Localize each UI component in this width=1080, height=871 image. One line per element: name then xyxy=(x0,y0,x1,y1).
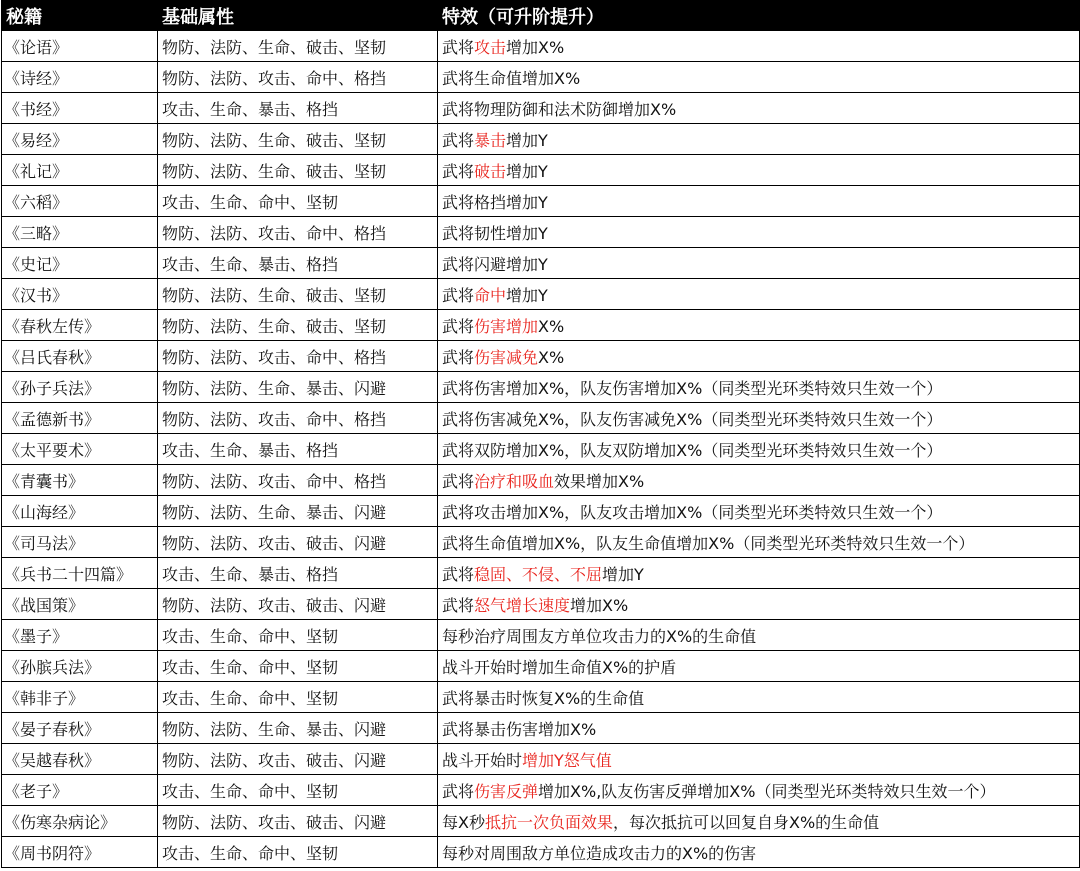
effect-text: 武将 xyxy=(442,161,475,181)
table-row xyxy=(2,434,1080,465)
special-effect-cell xyxy=(438,775,1080,806)
effect-text: 武将 xyxy=(442,595,475,615)
effect-highlight-text: 命中 xyxy=(474,285,507,305)
table-row xyxy=(2,217,1080,248)
table-body xyxy=(2,31,1080,868)
effect-highlight-text: 伤害减免 xyxy=(474,347,539,367)
base-attributes-cell: 物防、法防、生命、破击、坚韧 xyxy=(158,31,438,62)
special-effect-cell xyxy=(438,372,1080,403)
table-row xyxy=(2,651,1080,682)
table-row xyxy=(2,124,1080,155)
secret-books-table xyxy=(1,0,1080,868)
special-effect-cell xyxy=(438,403,1080,434)
table-row xyxy=(2,403,1080,434)
book-name-cell: 《吕氏春秋》 xyxy=(2,341,158,372)
book-name-cell: 《孙子兵法》 xyxy=(2,372,158,403)
effect-text: 武将暴击时恢复X%的生命值 xyxy=(442,688,645,708)
base-attributes-cell: 物防、法防、攻击、命中、格挡 xyxy=(158,62,438,93)
effect-text: 武将 xyxy=(442,347,475,367)
special-effect-cell xyxy=(438,155,1080,186)
base-attributes-cell: 攻击、生命、暴击、格挡 xyxy=(158,93,438,124)
effect-text: 增加Y xyxy=(506,285,548,305)
effect-text: 武将 xyxy=(442,564,475,584)
effect-text: 武将伤害增加X%，队友伤害增加X%（同类型光环类特效只生效一个） xyxy=(442,378,943,398)
special-effect-cell xyxy=(438,589,1080,620)
effect-text: 武将 xyxy=(442,316,475,336)
base-attributes-cell: 攻击、生命、暴击、格挡 xyxy=(158,434,438,465)
table-row xyxy=(2,775,1080,806)
table-row xyxy=(2,744,1080,775)
book-name-cell: 《太平要术》 xyxy=(2,434,158,465)
effect-highlight-text: 攻击 xyxy=(474,37,507,57)
effect-highlight-text: 伤害增加 xyxy=(474,316,539,336)
book-name-cell: 《论语》 xyxy=(2,31,158,62)
table-row xyxy=(2,713,1080,744)
effect-highlight-text: 稳固、不侵、不屈 xyxy=(474,564,603,584)
base-attributes-cell: 物防、法防、攻击、命中、格挡 xyxy=(158,341,438,372)
effect-text: 武将生命值增加X% xyxy=(442,68,581,88)
effect-text: 增加Y xyxy=(602,564,644,584)
effect-text: X% xyxy=(538,316,565,336)
base-attributes-cell: 物防、法防、生命、暴击、闪避 xyxy=(158,496,438,527)
table-row xyxy=(2,465,1080,496)
special-effect-cell xyxy=(438,31,1080,62)
table-row xyxy=(2,682,1080,713)
effect-text: 武将 xyxy=(442,130,475,150)
effect-text: 武将暴击伤害增加X% xyxy=(442,719,597,739)
book-name-cell: 《司马法》 xyxy=(2,527,158,558)
effect-highlight-text: 怒气增长速度 xyxy=(474,595,571,615)
effect-text: 每秒治疗周围友方单位攻击力的X%的生命值 xyxy=(442,626,757,646)
base-attributes-cell: 攻击、生命、命中、坚韧 xyxy=(158,682,438,713)
book-name-cell: 《山海经》 xyxy=(2,496,158,527)
special-effect-cell xyxy=(438,527,1080,558)
effect-text: 武将格挡增加Y xyxy=(442,192,548,212)
book-name-cell: 《周书阴符》 xyxy=(2,837,158,868)
special-effect-cell xyxy=(438,837,1080,868)
book-name-cell: 《晏子春秋》 xyxy=(2,713,158,744)
book-name-cell: 《六稻》 xyxy=(2,186,158,217)
effect-highlight-text: 抵抗一次负面效果 xyxy=(484,812,613,832)
base-attributes-cell: 攻击、生命、命中、坚韧 xyxy=(158,837,438,868)
effect-text: 武将 xyxy=(442,781,475,801)
book-name-cell: 《三略》 xyxy=(2,217,158,248)
header-book: 秘籍 xyxy=(2,1,158,31)
effect-highlight-text: 增加Y怒气值 xyxy=(522,750,612,770)
book-name-cell: 《诗经》 xyxy=(2,62,158,93)
book-name-cell: 《礼记》 xyxy=(2,155,158,186)
base-attributes-cell: 物防、法防、攻击、命中、格挡 xyxy=(158,403,438,434)
base-attributes-cell: 物防、法防、生命、暴击、闪避 xyxy=(158,372,438,403)
base-attributes-cell: 物防、法防、攻击、命中、格挡 xyxy=(158,217,438,248)
effect-text: 武将韧性增加Y xyxy=(442,223,548,243)
effect-text: 增加Y xyxy=(506,130,548,150)
book-name-cell: 《战国策》 xyxy=(2,589,158,620)
table-row xyxy=(2,310,1080,341)
effect-text: 增加X% xyxy=(506,37,565,57)
book-name-cell: 《韩非子》 xyxy=(2,682,158,713)
base-attributes-cell: 攻击、生命、暴击、格挡 xyxy=(158,248,438,279)
header-row xyxy=(2,1,1080,31)
special-effect-cell xyxy=(438,279,1080,310)
effect-text: 武将攻击增加X%，队友攻击增加X%（同类型光环类特效只生效一个） xyxy=(442,502,943,522)
effect-text: 武将双防增加X%，队友双防增加X%（同类型光环类特效只生效一个） xyxy=(442,440,943,460)
effect-text: 武将 xyxy=(442,471,475,491)
effect-text: ，每次抵抗可以回复自身X%的生命值 xyxy=(612,812,880,832)
base-attributes-cell: 物防、法防、生命、破击、坚韧 xyxy=(158,155,438,186)
base-attributes-cell: 物防、法防、生命、破击、坚韧 xyxy=(158,124,438,155)
effect-text: 增加X%,队友伤害反弹增加X%（同类型光环类特效只生效一个） xyxy=(538,781,996,801)
effect-text: 武将生命值增加X%，队友生命值增加X%（同类型光环类特效只生效一个） xyxy=(442,533,975,553)
table-row xyxy=(2,62,1080,93)
table-row xyxy=(2,558,1080,589)
special-effect-cell xyxy=(438,806,1080,837)
special-effect-cell xyxy=(438,93,1080,124)
effect-text: 战斗开始时 xyxy=(442,750,523,770)
base-attributes-cell: 物防、法防、攻击、破击、闪避 xyxy=(158,806,438,837)
base-attributes-cell: 物防、法防、生命、破击、坚韧 xyxy=(158,279,438,310)
effect-highlight-text: 治疗和吸血 xyxy=(474,471,555,491)
table-row xyxy=(2,372,1080,403)
special-effect-cell xyxy=(438,682,1080,713)
effect-text: 增加X% xyxy=(570,595,629,615)
book-name-cell: 《春秋左传》 xyxy=(2,310,158,341)
special-effect-cell xyxy=(438,310,1080,341)
header-base-attributes: 基础属性 xyxy=(158,1,438,31)
table-row xyxy=(2,279,1080,310)
book-name-cell: 《史记》 xyxy=(2,248,158,279)
effect-text: 武将 xyxy=(442,285,475,305)
effect-text: 每秒对周围敌方单位造成攻击力的X%的伤害 xyxy=(442,843,757,863)
effect-highlight-text: 伤害反弹 xyxy=(474,781,539,801)
table-row xyxy=(2,186,1080,217)
base-attributes-cell: 攻击、生命、命中、坚韧 xyxy=(158,775,438,806)
header-special-effect: 特效（可升阶提升） xyxy=(438,1,1080,31)
effect-text: 武将伤害减免X%，队友伤害减免X%（同类型光环类特效只生效一个） xyxy=(442,409,943,429)
book-name-cell: 《老子》 xyxy=(2,775,158,806)
special-effect-cell xyxy=(438,744,1080,775)
table-row xyxy=(2,155,1080,186)
book-name-cell: 《易经》 xyxy=(2,124,158,155)
special-effect-cell xyxy=(438,465,1080,496)
table-row xyxy=(2,527,1080,558)
book-name-cell: 《兵书二十四篇》 xyxy=(2,558,158,589)
table-row xyxy=(2,248,1080,279)
special-effect-cell xyxy=(438,217,1080,248)
book-name-cell: 《吴越春秋》 xyxy=(2,744,158,775)
special-effect-cell xyxy=(438,496,1080,527)
special-effect-cell xyxy=(438,341,1080,372)
book-name-cell: 《孟德新书》 xyxy=(2,403,158,434)
base-attributes-cell: 攻击、生命、命中、坚韧 xyxy=(158,651,438,682)
effect-text: 增加Y xyxy=(506,161,548,181)
special-effect-cell xyxy=(438,186,1080,217)
effect-highlight-text: 破击 xyxy=(474,161,507,181)
effect-text: 每X秒 xyxy=(442,812,485,832)
special-effect-cell xyxy=(438,558,1080,589)
special-effect-cell xyxy=(438,248,1080,279)
base-attributes-cell: 攻击、生命、命中、坚韧 xyxy=(158,620,438,651)
base-attributes-cell: 物防、法防、生命、暴击、闪避 xyxy=(158,713,438,744)
table-row xyxy=(2,31,1080,62)
book-name-cell: 《书经》 xyxy=(2,93,158,124)
base-attributes-cell: 物防、法防、攻击、命中、格挡 xyxy=(158,465,438,496)
table-row xyxy=(2,93,1080,124)
base-attributes-cell: 物防、法防、生命、破击、坚韧 xyxy=(158,310,438,341)
table-row xyxy=(2,806,1080,837)
table-row xyxy=(2,496,1080,527)
effect-text: 武将闪避增加Y xyxy=(442,254,548,274)
book-name-cell: 《伤寒杂病论》 xyxy=(2,806,158,837)
book-name-cell: 《墨子》 xyxy=(2,620,158,651)
special-effect-cell xyxy=(438,62,1080,93)
special-effect-cell xyxy=(438,434,1080,465)
base-attributes-cell: 物防、法防、攻击、破击、闪避 xyxy=(158,527,438,558)
effect-text: 武将 xyxy=(442,37,475,57)
base-attributes-cell: 物防、法防、攻击、破击、闪避 xyxy=(158,744,438,775)
table-row xyxy=(2,589,1080,620)
effect-text: X% xyxy=(538,347,565,367)
special-effect-cell xyxy=(438,651,1080,682)
effect-text: 效果增加X% xyxy=(554,471,645,491)
base-attributes-cell: 攻击、生命、命中、坚韧 xyxy=(158,186,438,217)
table-row xyxy=(2,341,1080,372)
special-effect-cell xyxy=(438,620,1080,651)
base-attributes-cell: 物防、法防、攻击、破击、闪避 xyxy=(158,589,438,620)
special-effect-cell xyxy=(438,124,1080,155)
base-attributes-cell: 攻击、生命、暴击、格挡 xyxy=(158,558,438,589)
book-name-cell: 《青囊书》 xyxy=(2,465,158,496)
book-name-cell: 《汉书》 xyxy=(2,279,158,310)
effect-highlight-text: 暴击 xyxy=(474,130,507,150)
special-effect-cell xyxy=(438,713,1080,744)
effect-text: 战斗开始时增加生命值X%的护盾 xyxy=(442,657,677,677)
table-row xyxy=(2,837,1080,868)
table-row xyxy=(2,620,1080,651)
effect-text: 武将物理防御和法术防御增加X% xyxy=(442,99,677,119)
book-name-cell: 《孙膑兵法》 xyxy=(2,651,158,682)
